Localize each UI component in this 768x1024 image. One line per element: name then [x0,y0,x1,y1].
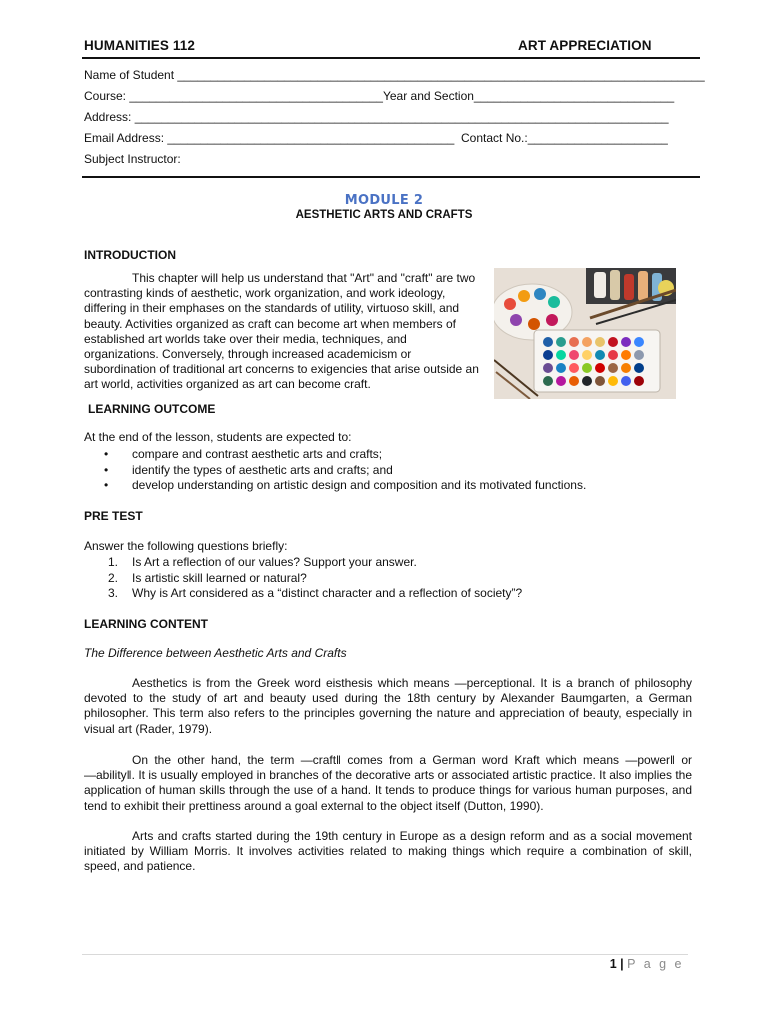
question-number: 3. [108,586,119,601]
page-footer [610,957,684,971]
learning-outcome-list [84,447,586,494]
paragraph-text: Arts and crafts started during the 19th century in Europe as a design reform and as a social movement initiated by William Morris. It involves activities related to making things which require a combination of skill, speed, and patience. [84,829,692,874]
question-text: Is artistic skill learned or natural? [132,570,307,585]
paragraph-aesthetics [84,676,692,737]
pre-test-heading: PRE TEST [84,509,143,523]
question-text: Is Art a reflection of our values? Support your answer. [132,555,417,569]
pre-test-questions [84,555,522,602]
list-item [84,586,522,602]
course-code: HUMANITIES 112 [84,38,195,53]
learning-outcome-lead: At the end of the lesson, students are expected to: [84,430,352,444]
module-number: MODULE 2 [344,193,424,208]
student-name-field: Name of Student _______________________________________________________________________________ [84,68,705,82]
paragraph-text: On the other hand, the term ―craftǁ comes from a German word Kraft which means ―powerǁ or ―abilityǁ. It is usually employed in branches of the decorative arts or associated artistic practice. It also implies the application of human skills through the use of a hand. It tends to produce things for various human purposes, and tend to exhibit their prettiness around a goal external to the object itself (Dutton, 1990). [84,753,692,813]
page-separator: | [620,957,624,971]
form-rule [82,176,700,178]
learning-outcome-heading: LEARNING OUTCOME [88,402,216,416]
header-rule [82,57,700,59]
learning-content-heading: LEARNING CONTENT [84,617,208,631]
list-item [84,463,586,479]
paragraph-arts-crafts-movement [84,829,692,875]
paragraph-craft [84,753,692,814]
introduction-paragraph [84,271,480,393]
subject-instructor-field: Subject Instructor: [84,152,181,166]
list-item-text: identify the types of aesthetic arts and crafts; and [132,462,393,477]
bullet-marker: • [104,447,109,461]
bullet-marker: • [104,478,109,493]
list-item [84,478,586,494]
introduction-heading: INTRODUCTION [84,248,176,262]
list-item [84,447,586,463]
module-title: AESTHETIC ARTS AND CRAFTS [295,209,473,221]
list-item-text: compare and contrast aesthetic arts and crafts; [132,447,383,461]
introduction-text: This chapter will help us understand that "Art" and "craft" are two contrasting kinds of aesthetic, work organization, and work ideology, differing in their emphases on the standards of utility, virtuoso skill, and beauty. Activities organized as craft can become art when members of established art worlds take over their media, techniques, and organizations. Conversely, through increased academicism or subordination of traditional art concerns to exigencies that arise outside an art world, activities organized as art can become craft. [84,271,479,392]
list-item [84,571,522,587]
paragraph-text: Aesthetics is from the Greek word eisthesis which means ―perceptional. It is a branch of philosophy devoted to the study of art and beauty used during the 18th century by Alexander Baumgarten, a German philosopher. This term also refers to the principles governing the nature and appreciation of beauty, especially in visual art (Rader, 1979). [84,676,692,736]
paint-palette-photo [494,268,676,399]
page-label: P a g e [627,957,684,971]
question-number: 1. [108,555,119,569]
learning-content-subheading: The Difference between Aesthetic Arts and Crafts [84,646,347,660]
list-item [84,555,522,571]
question-number: 2. [108,570,119,585]
pre-test-lead: Answer the following questions briefly: [84,539,288,553]
bullet-marker: • [104,462,109,477]
course-title: ART APPRECIATION [518,38,652,53]
email-contact-field: Email Address: ___________________________________________ Contact No.:_____________________ [84,131,668,145]
address-field: Address: ________________________________________________________________________________ [84,110,669,124]
list-item-text: develop understanding on artistic design and composition and its motivated functions. [132,478,587,493]
page-number: 1 [609,957,617,971]
course-field: Course: ______________________________________Year and Section______________________________ [84,89,675,103]
footer-rule [82,954,688,955]
question-text: Why is Art considered as a “distinct character and a reflection of society”? [132,586,523,601]
paint-palette-image [494,268,676,399]
